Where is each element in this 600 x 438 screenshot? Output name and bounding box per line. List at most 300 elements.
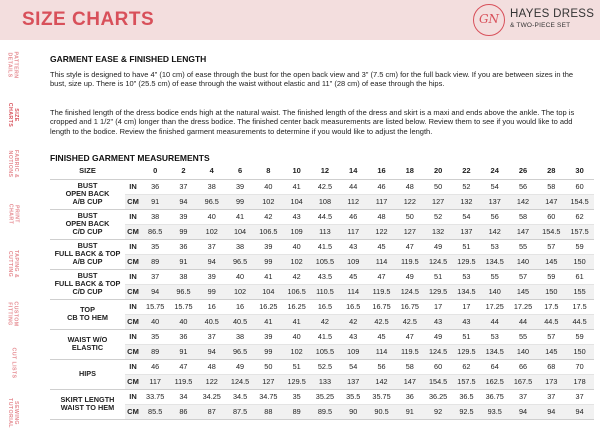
measurement-value: 49 — [226, 359, 254, 374]
size-column-header: 16 — [367, 162, 395, 179]
measurement-value: 35 — [282, 389, 310, 404]
measurement-value: 40.5 — [198, 314, 226, 329]
measurement-value: 91 — [169, 344, 197, 359]
measurement-value: 66 — [509, 359, 537, 374]
size-column-header: 14 — [339, 162, 367, 179]
measurement-value: 41.5 — [311, 239, 339, 254]
measurement-value: 85.5 — [141, 404, 169, 419]
measurement-value: 86 — [169, 404, 197, 419]
measurement-value: 40 — [169, 314, 197, 329]
measurement-value: 53 — [481, 239, 509, 254]
measurement-value: 48 — [396, 179, 424, 194]
measurement-value: 44.5 — [537, 314, 565, 329]
measurement-value: 89 — [141, 254, 169, 269]
ease-paragraph: This style is designed to have 4" (10 cm) of ease through the bust for the open back view and 3" (7.5 cm) for the full back view. If you are between sizes in the bust, size up. There is 10" (25.5 cm) of ease through the waist without elastic and 11" (28 cm) of ease through the hips. — [50, 70, 574, 89]
measurement-row-in — [50, 389, 594, 404]
measurement-value: 35.25 — [311, 389, 339, 404]
measurement-row-in — [50, 299, 594, 314]
measurement-value: 54 — [339, 359, 367, 374]
measurement-value: 102 — [198, 224, 226, 239]
measurement-value: 89 — [141, 344, 169, 359]
measurement-value: 124.5 — [424, 254, 452, 269]
measurement-value: 142 — [509, 194, 537, 209]
unit-label: IN — [125, 269, 141, 284]
measurement-value: 37 — [198, 329, 226, 344]
measurement-value: 37 — [565, 389, 593, 404]
sidebar-item-fabric-notions[interactable] — [0, 140, 26, 190]
measurement-value: 41 — [226, 209, 254, 224]
measurement-value: 93.5 — [481, 404, 509, 419]
measurement-name: HIPS — [50, 359, 125, 389]
measurement-value: 140 — [509, 344, 537, 359]
measurement-value: 92.5 — [452, 404, 480, 419]
measurement-value: 43.5 — [311, 269, 339, 284]
unit-label: CM — [125, 344, 141, 359]
measurement-value: 94 — [537, 404, 565, 419]
unit-label: IN — [125, 389, 141, 404]
size-column-header: 10 — [282, 162, 310, 179]
brand-name: HAYES DRESS — [510, 8, 595, 20]
measurement-value: 56 — [367, 359, 395, 374]
measurement-value: 16.25 — [282, 299, 310, 314]
measurement-value: 57 — [509, 269, 537, 284]
unit-label: CM — [125, 194, 141, 209]
measurement-value: 41 — [254, 314, 282, 329]
measurement-value: 17 — [424, 299, 452, 314]
sidebar-item-size-charts[interactable] — [0, 90, 26, 140]
measurement-value: 113 — [311, 224, 339, 239]
size-column-header: 18 — [396, 162, 424, 179]
measurement-row-cm — [50, 194, 594, 209]
measurement-value: 34.25 — [198, 389, 226, 404]
measurement-name: BUST FULL BACK & TOP C/D CUP — [50, 269, 125, 299]
measurement-value: 44.5 — [565, 314, 593, 329]
measurement-value: 35 — [141, 329, 169, 344]
measurement-value: 36.75 — [481, 389, 509, 404]
measurement-value: 40.5 — [226, 314, 254, 329]
size-column-header: 22 — [452, 162, 480, 179]
measurement-value: 37 — [141, 269, 169, 284]
measurement-value: 99 — [254, 344, 282, 359]
measurement-value: 96.5 — [198, 194, 226, 209]
measurement-value: 142 — [481, 224, 509, 239]
measurement-value: 147 — [537, 194, 565, 209]
measurement-value: 42.5 — [396, 314, 424, 329]
measurement-value: 150 — [537, 284, 565, 299]
measurement-value: 53 — [452, 269, 480, 284]
measurement-value: 42.5 — [367, 314, 395, 329]
measurement-value: 17 — [452, 299, 480, 314]
measurement-value: 114 — [367, 344, 395, 359]
unit-label: IN — [125, 359, 141, 374]
sidebar-item-label: SIZE CHARTS — [6, 102, 19, 127]
unit-label: CM — [125, 224, 141, 239]
measurement-value: 124.5 — [396, 284, 424, 299]
measurement-value: 94 — [198, 344, 226, 359]
measurement-value: 16.5 — [311, 299, 339, 314]
size-column-header: 30 — [565, 162, 593, 179]
measurement-value: 47 — [396, 239, 424, 254]
measurement-value: 42 — [282, 269, 310, 284]
size-column-header: 0 — [141, 162, 169, 179]
unit-label: IN — [125, 239, 141, 254]
measurement-value: 56 — [481, 209, 509, 224]
measurement-value: 55 — [509, 239, 537, 254]
measurement-value: 106.5 — [254, 224, 282, 239]
logo-monogram: GN — [478, 12, 500, 26]
sidebar-item-sewing-tutorial[interactable] — [0, 388, 26, 438]
measurement-value: 38 — [226, 239, 254, 254]
measurement-value: 96.5 — [226, 254, 254, 269]
measurement-row-cm — [50, 344, 594, 359]
measurement-value: 43 — [339, 329, 367, 344]
measurement-value: 112 — [339, 194, 367, 209]
measurement-row-in — [50, 209, 594, 224]
sidebar-item-label: CUSTOM FITTING — [6, 300, 19, 327]
measurement-value: 94 — [565, 404, 593, 419]
measurement-value: 114 — [339, 284, 367, 299]
measurement-value: 35.75 — [367, 389, 395, 404]
measurement-value: 88 — [254, 404, 282, 419]
measurement-value: 51 — [452, 239, 480, 254]
size-column-header: 24 — [481, 162, 509, 179]
size-column-header: 20 — [424, 162, 452, 179]
measurement-value: 38 — [169, 269, 197, 284]
measurement-value: 127 — [396, 224, 424, 239]
measurement-value: 41 — [282, 314, 310, 329]
measurement-value: 40 — [282, 239, 310, 254]
size-column-header: 26 — [509, 162, 537, 179]
measurement-value: 17.25 — [481, 299, 509, 314]
measurement-value: 36 — [169, 329, 197, 344]
measurement-value: 43 — [452, 314, 480, 329]
measurement-value: 102 — [282, 254, 310, 269]
measurement-value: 40 — [141, 314, 169, 329]
measurement-value: 117 — [141, 374, 169, 389]
measurement-value: 59 — [565, 239, 593, 254]
sidebar-item-taping-cutting[interactable] — [0, 239, 26, 289]
measurement-value: 124.5 — [424, 344, 452, 359]
size-column-header: 4 — [198, 162, 226, 179]
measurement-value: 94 — [198, 254, 226, 269]
sidebar-item-pattern-details[interactable] — [0, 40, 26, 90]
measurement-value: 96.5 — [226, 344, 254, 359]
measurement-value: 57 — [537, 239, 565, 254]
measurement-value: 68 — [537, 359, 565, 374]
measurement-value: 132 — [452, 194, 480, 209]
measurement-value: 178 — [565, 374, 593, 389]
measurement-value: 105.5 — [311, 254, 339, 269]
measurement-value: 36 — [141, 179, 169, 194]
measurement-value: 117 — [339, 224, 367, 239]
measurement-row-cm — [50, 284, 594, 299]
measurement-value: 104 — [282, 194, 310, 209]
measurement-value: 150 — [565, 344, 593, 359]
size-column-header: 12 — [311, 162, 339, 179]
measurement-value: 157.5 — [565, 224, 593, 239]
measurement-value: 94 — [509, 404, 537, 419]
measurement-value: 94 — [141, 284, 169, 299]
sidebar-item-print-chart[interactable] — [0, 189, 26, 239]
measurement-name: BUST OPEN BACK A/B CUP — [50, 179, 125, 209]
sidebar-item-cut-lists[interactable] — [0, 339, 26, 389]
size-header-label: SIZE — [50, 162, 125, 179]
measurement-value: 173 — [537, 374, 565, 389]
measurement-value: 39 — [226, 179, 254, 194]
measurement-value: 119.5 — [396, 254, 424, 269]
measurement-value: 46 — [339, 209, 367, 224]
unit-header — [125, 162, 141, 179]
measurement-value: 99 — [169, 224, 197, 239]
measurement-value: 56 — [509, 179, 537, 194]
measurement-value: 50 — [254, 359, 282, 374]
measurement-value: 122 — [396, 194, 424, 209]
measurement-value: 137 — [481, 194, 509, 209]
measurement-row-cm — [50, 254, 594, 269]
measurement-value: 89.5 — [311, 404, 339, 419]
measurement-value: 154.5 — [565, 194, 593, 209]
measurement-value: 35.5 — [339, 389, 367, 404]
measurement-value: 110.5 — [311, 284, 339, 299]
measurement-value: 119.5 — [367, 284, 395, 299]
measurement-value: 134.5 — [481, 344, 509, 359]
measurement-value: 102 — [254, 194, 282, 209]
measurement-value: 16.5 — [339, 299, 367, 314]
measurement-value: 39 — [254, 329, 282, 344]
measurement-value: 16 — [198, 299, 226, 314]
measurement-value: 89 — [282, 404, 310, 419]
sidebar-item-label: TAPING & CUTTING — [7, 249, 19, 278]
measurement-value: 15.75 — [141, 299, 169, 314]
measurement-value: 48 — [198, 359, 226, 374]
measurement-value: 145 — [537, 344, 565, 359]
measurement-value: 122 — [367, 224, 395, 239]
measurement-value: 44.5 — [311, 209, 339, 224]
measurement-value: 155 — [565, 284, 593, 299]
sidebar-item-custom-fitting[interactable] — [0, 289, 26, 339]
length-paragraph: The finished length of the dress bodice ends high at the natural waist. The finished length of the dress and skirt is a maxi and ends above the ankle. The top is cropped and 1 1/2" (4 cm) longer than the dress bodice. The finished center back measurements are listed below. Review them to see if you would like to add length to the bodice. Review the finished garment measurements to determine if you would like to adjust the length. — [50, 108, 575, 136]
sidebar-item-label: PATTERN DETAILS — [7, 51, 19, 79]
measurement-value: 90.5 — [367, 404, 395, 419]
measurement-value: 145 — [509, 284, 537, 299]
measurement-value: 129.5 — [452, 254, 480, 269]
measurement-value: 60 — [424, 359, 452, 374]
measurement-value: 37 — [537, 389, 565, 404]
measurement-value: 51 — [282, 359, 310, 374]
measurement-value: 142 — [367, 374, 395, 389]
measurement-value: 99 — [226, 194, 254, 209]
measurement-value: 132 — [424, 224, 452, 239]
measurement-value: 104 — [226, 224, 254, 239]
measurement-value: 129.5 — [282, 374, 310, 389]
measurement-value: 44 — [339, 179, 367, 194]
measurement-value: 134.5 — [452, 284, 480, 299]
measurement-value: 44 — [509, 314, 537, 329]
size-column-header: 2 — [169, 162, 197, 179]
sidebar-item-label: FABRIC & NOTIONS — [7, 150, 19, 179]
measurement-value: 57 — [537, 329, 565, 344]
measurement-value: 33.75 — [141, 389, 169, 404]
brand-subtitle: & TWO-PIECE SET — [510, 22, 571, 29]
measurement-value: 46 — [367, 179, 395, 194]
unit-label: IN — [125, 209, 141, 224]
unit-label: IN — [125, 329, 141, 344]
unit-label: CM — [125, 374, 141, 389]
size-column-header: 8 — [254, 162, 282, 179]
measurement-value: 102 — [282, 344, 310, 359]
measurement-value: 59 — [537, 269, 565, 284]
measurement-value: 122 — [198, 374, 226, 389]
measurement-value: 133 — [311, 374, 339, 389]
measurement-value: 36.25 — [424, 389, 452, 404]
measurement-value: 16 — [226, 299, 254, 314]
measurement-value: 147 — [396, 374, 424, 389]
measurement-value: 59 — [565, 329, 593, 344]
measurement-value: 147 — [509, 224, 537, 239]
measurements-title: FINISHED GARMENT MEASUREMENTS — [50, 153, 210, 163]
measurement-value: 49 — [396, 269, 424, 284]
measurement-value: 42 — [311, 314, 339, 329]
size-header-row — [50, 162, 594, 179]
measurement-value: 129.5 — [452, 344, 480, 359]
measurement-value: 40 — [198, 209, 226, 224]
measurement-name: SKIRT LENGTH WAIST TO HEM — [50, 389, 125, 419]
measurement-value: 40 — [282, 329, 310, 344]
measurement-value: 102 — [226, 284, 254, 299]
measurement-value: 38 — [226, 329, 254, 344]
measurement-value: 46 — [141, 359, 169, 374]
measurement-value: 150 — [565, 254, 593, 269]
measurement-value: 15.75 — [169, 299, 197, 314]
measurement-value: 40 — [226, 269, 254, 284]
sidebar-item-label: CUT LISTS — [10, 347, 16, 379]
measurement-value: 62 — [565, 209, 593, 224]
measurement-value: 96.5 — [169, 284, 197, 299]
measurement-value: 36.5 — [452, 389, 480, 404]
measurement-value: 45 — [339, 269, 367, 284]
measurement-value: 58 — [396, 359, 424, 374]
measurement-value: 48 — [367, 209, 395, 224]
measurement-value: 37 — [509, 389, 537, 404]
measurement-value: 58 — [509, 209, 537, 224]
measurement-value: 45 — [367, 329, 395, 344]
measurement-value: 108 — [311, 194, 339, 209]
size-column-header: 6 — [226, 162, 254, 179]
unit-label: IN — [125, 179, 141, 194]
measurement-value: 54 — [481, 179, 509, 194]
measurement-value: 127 — [254, 374, 282, 389]
measurement-value: 45 — [367, 239, 395, 254]
measurement-value: 70 — [565, 359, 593, 374]
measurement-value: 64 — [481, 359, 509, 374]
section-sidebar — [0, 40, 26, 438]
measurement-value: 127 — [424, 194, 452, 209]
measurement-value: 49 — [424, 329, 452, 344]
measurement-value: 47 — [169, 359, 197, 374]
measurement-value: 34.75 — [254, 389, 282, 404]
measurement-row-in — [50, 239, 594, 254]
size-chart-table — [50, 162, 594, 420]
measurement-value: 44 — [481, 314, 509, 329]
measurement-name: WAIST W/O ELASTIC — [50, 329, 125, 359]
measurement-value: 117 — [367, 194, 395, 209]
measurement-value: 137 — [339, 374, 367, 389]
measurement-value: 36 — [396, 389, 424, 404]
measurement-value: 41 — [282, 179, 310, 194]
measurement-value: 162.5 — [481, 374, 509, 389]
measurement-value: 119.5 — [396, 344, 424, 359]
ease-section-title: GARMENT EASE & FINISHED LENGTH — [50, 54, 207, 64]
unit-label: CM — [125, 314, 141, 329]
unit-label: CM — [125, 404, 141, 419]
measurement-value: 105.5 — [311, 344, 339, 359]
measurement-value: 39 — [169, 209, 197, 224]
page-header — [0, 0, 600, 40]
measurement-value: 140 — [509, 254, 537, 269]
measurement-value: 99 — [254, 254, 282, 269]
measurement-value: 41.5 — [311, 329, 339, 344]
measurement-value: 119.5 — [169, 374, 197, 389]
measurement-value: 106.5 — [282, 284, 310, 299]
measurement-value: 104 — [254, 284, 282, 299]
measurement-value: 53 — [481, 329, 509, 344]
measurement-value: 43 — [339, 239, 367, 254]
measurement-value: 90 — [339, 404, 367, 419]
measurement-value: 157.5 — [452, 374, 480, 389]
measurement-value: 36 — [169, 239, 197, 254]
measurement-value: 58 — [537, 179, 565, 194]
measurement-value: 40 — [254, 179, 282, 194]
measurement-value: 38 — [198, 179, 226, 194]
measurement-value: 137 — [452, 224, 480, 239]
measurement-value: 91 — [396, 404, 424, 419]
measurement-value: 60 — [565, 179, 593, 194]
measurement-row-cm — [50, 374, 594, 389]
measurement-value: 43 — [424, 314, 452, 329]
measurement-value: 52 — [452, 179, 480, 194]
measurement-name: TOP CB TO HEM — [50, 299, 125, 329]
measurement-value: 47 — [396, 329, 424, 344]
measurement-row-in — [50, 269, 594, 284]
measurement-value: 17.5 — [565, 299, 593, 314]
measurement-value: 87.5 — [226, 404, 254, 419]
unit-label: IN — [125, 299, 141, 314]
measurement-value: 37 — [198, 239, 226, 254]
measurement-value: 167.5 — [509, 374, 537, 389]
measurement-value: 50 — [396, 209, 424, 224]
unit-label: CM — [125, 284, 141, 299]
sidebar-item-label: PRINT CHART — [6, 203, 19, 225]
measurement-value: 129.5 — [424, 284, 452, 299]
size-column-header: 28 — [537, 162, 565, 179]
measurement-value: 51 — [424, 269, 452, 284]
measurement-value: 37 — [169, 179, 197, 194]
measurement-value: 114 — [367, 254, 395, 269]
measurement-value: 91 — [141, 194, 169, 209]
measurement-value: 134.5 — [481, 254, 509, 269]
measurement-row-in — [50, 179, 594, 194]
measurement-value: 124.5 — [226, 374, 254, 389]
measurement-value: 60 — [537, 209, 565, 224]
measurement-value: 55 — [509, 329, 537, 344]
measurement-value: 16.75 — [367, 299, 395, 314]
measurement-value: 109 — [339, 344, 367, 359]
measurement-value: 16.25 — [254, 299, 282, 314]
measurement-value: 55 — [481, 269, 509, 284]
brand-logo — [473, 4, 505, 36]
measurement-value: 49 — [424, 239, 452, 254]
measurement-value: 109 — [282, 224, 310, 239]
